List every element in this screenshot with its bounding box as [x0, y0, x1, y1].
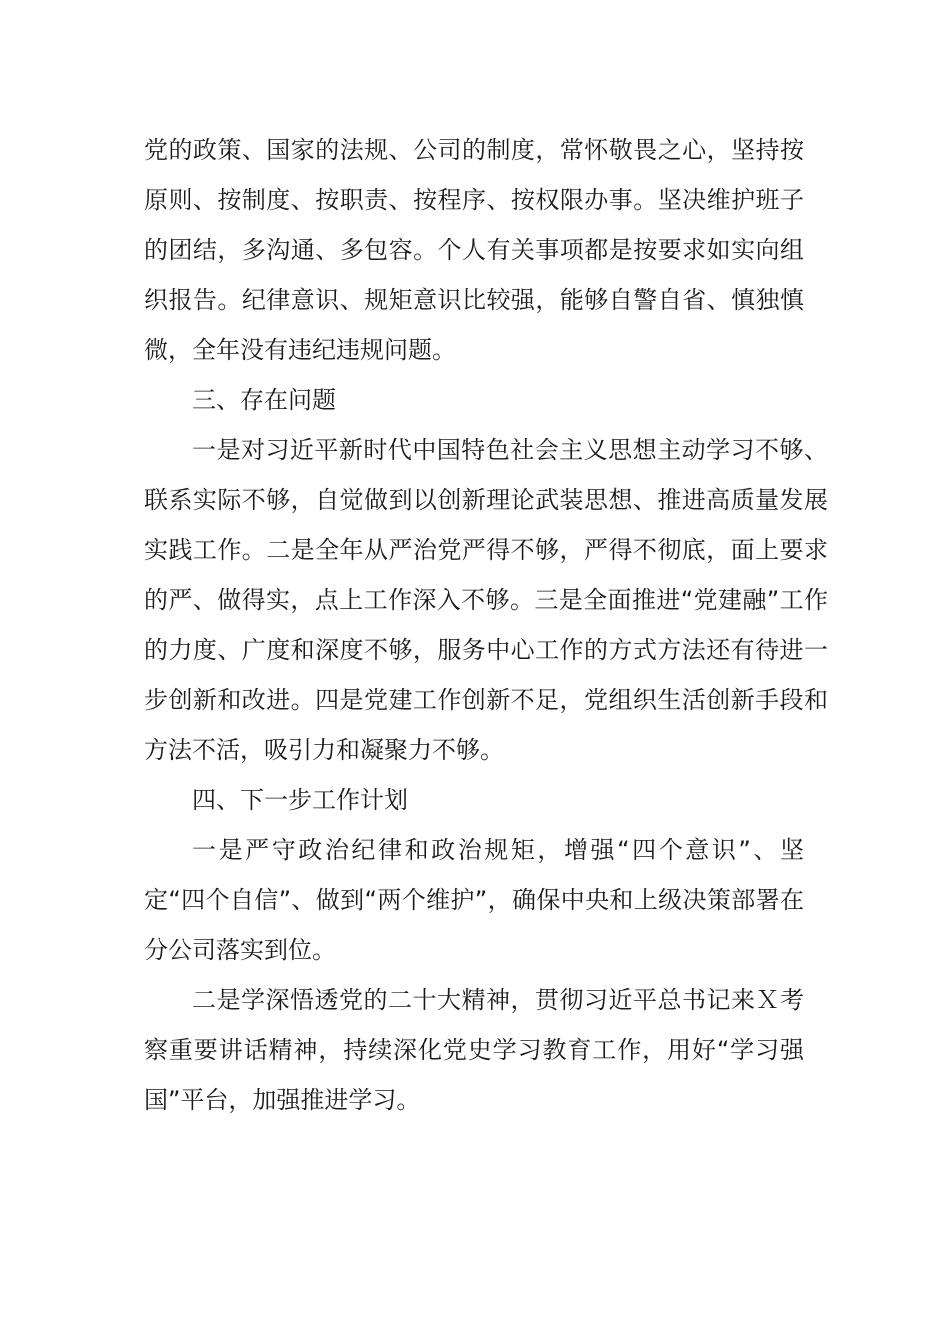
section-heading-next-work-plan: 四、下一步工作计划: [192, 786, 408, 814]
paragraph-plan-item-one: 一是严守政治纪律和政治规矩，增强“四个意识”、坚定“四个自信”、做到“两个维护”，确保中央和上级决策部署在分公司落实到位。: [144, 836, 804, 964]
paragraph-discipline-continuation: 党的政策、国家的法规、公司的制度，常怀敬畏之心，坚持按原则、按制度、按职责、按程序、按权限办事。坚决维护班子的团结，多沟通、多包容。个人有关事项都是按要求如实向组织报告。纪律意识、规矩意识比较强，能够自警自省、慎独慎微，全年没有违纪违规问题。: [144, 136, 804, 364]
document-body: [144, 125, 828, 1125]
paragraph-plan-item-two: 二是学深悟透党的二十大精神，贯彻习近平总书记来Ｘ考察重要讲话精神，持续深化党史学习教育工作，用好“学习强国”平台，加强推进学习。: [144, 986, 804, 1114]
paragraph-existing-problems: 一是对习近平新时代中国特色社会主义思想主动学习不够、联系实际不够，自觉做到以创新理论武装思想、推进高质量发展实践工作。二是全年从严治党严得不够，严得不彻底，面上要求的严、做得实，点上工作深入不够。三是全面推进“党建融”工作的力度、广度和深度不够，服务中心工作的方式方法还有待进一步创新和改进。四是党建工作创新不足，党组织生活创新手段和方法不活，吸引力和凝聚力不够。: [144, 436, 828, 764]
section-heading-existing-problems: 三、存在问题: [192, 386, 336, 414]
